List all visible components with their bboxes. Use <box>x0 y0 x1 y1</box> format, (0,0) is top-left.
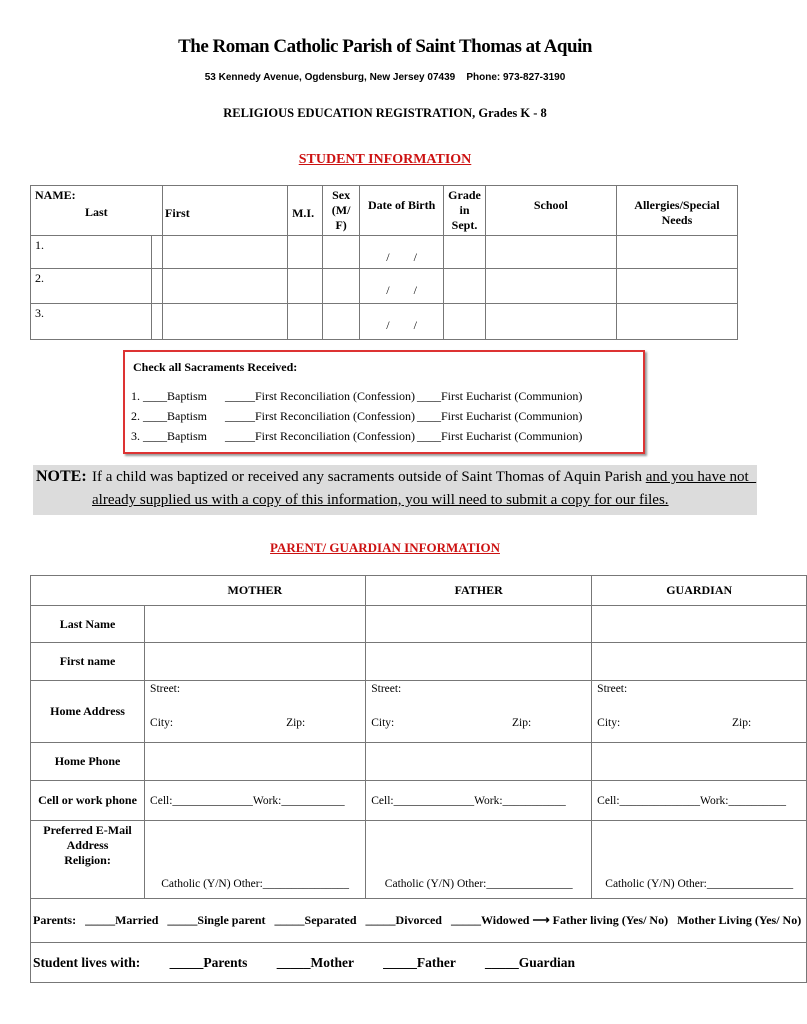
father-living[interactable]: Father living (Yes/ No) <box>552 913 669 927</box>
parents-label: Parents: <box>33 913 77 927</box>
mother-first-name[interactable] <box>145 643 366 681</box>
form-title: RELIGIOUS EDUCATION REGISTRATION, Grades K - 8 <box>223 106 547 120</box>
lives-with-label: Student lives with: <box>33 954 141 970</box>
first-name-label: First name <box>31 643 145 681</box>
parent-info-heading: PARENT/ GUARDIAN INFORMATION <box>270 540 500 555</box>
reconciliation-item[interactable]: _____First Reconciliation (Confession) <box>225 389 415 403</box>
sex-cell[interactable] <box>323 269 360 304</box>
guardian-home-phone[interactable] <box>592 743 807 781</box>
single-parent-option[interactable]: _____Single parent <box>167 913 266 927</box>
eucharist-column <box>417 386 582 446</box>
row-number: 1. <box>31 236 152 269</box>
grade-cell[interactable] <box>444 304 486 340</box>
separated-option[interactable]: _____Separated <box>274 913 357 927</box>
mother-last-name[interactable] <box>145 606 366 643</box>
guardian-first-name[interactable] <box>592 643 807 681</box>
grade-header: Grade in Sept. <box>444 186 486 236</box>
home-phone-label: Home Phone <box>31 743 145 781</box>
first-cell[interactable] <box>163 269 288 304</box>
dob-cell[interactable]: / / <box>360 236 444 269</box>
married-option[interactable]: _____Married <box>85 913 159 927</box>
eucharist-item[interactable]: ____First Eucharist (Communion) <box>417 429 583 443</box>
blank-header <box>31 576 145 606</box>
mi-header: M.I. <box>288 186 323 236</box>
parent-table <box>30 575 807 983</box>
lives-with-row <box>31 943 807 983</box>
last-cell[interactable] <box>152 269 163 304</box>
note-box <box>33 465 757 515</box>
mother-living[interactable]: Mother Living (Yes/ No) <box>677 913 802 927</box>
sex-header: Sex (M/ F) <box>323 186 360 236</box>
last-cell[interactable] <box>152 236 163 269</box>
guardian-religion[interactable]: Catholic (Y/N) Other:_______________ <box>592 821 807 899</box>
lives-parents-option[interactable]: _____Parents <box>169 954 248 970</box>
first-cell[interactable] <box>163 304 288 340</box>
sex-cell[interactable] <box>323 304 360 340</box>
school-cell[interactable] <box>485 304 616 340</box>
father-cell-work[interactable]: Cell:______________Work:___________ <box>366 781 592 821</box>
father-header: FATHER <box>366 576 592 606</box>
note-line-2: already supplied us with a copy of this information, you will need to submit a copy for our files. <box>92 492 669 508</box>
lives-guardian-option[interactable]: _____Guardian <box>485 954 576 970</box>
mother-cell-work[interactable]: Cell:______________Work:___________ <box>145 781 366 821</box>
guardian-header: GUARDIAN <box>592 576 807 606</box>
cell-phone-label: Cell or work phone <box>31 781 145 821</box>
school-cell[interactable] <box>485 236 616 269</box>
mother-address[interactable]: Street: City: Zip: <box>145 681 366 743</box>
guardian-address[interactable]: Street: City: Zip: <box>592 681 807 743</box>
first-cell[interactable] <box>163 236 288 269</box>
parish-title: The Roman Catholic Parish of Saint Thomas at Aquin <box>178 36 592 57</box>
student-row <box>31 304 738 340</box>
note-label: NOTE: <box>36 468 87 485</box>
lives-father-option[interactable]: _____Father <box>383 954 456 970</box>
father-first-name[interactable] <box>366 643 592 681</box>
father-address[interactable]: Street: City: Zip: <box>366 681 592 743</box>
guardian-cell-work[interactable]: Cell:______________Work:__________ <box>592 781 807 821</box>
dob-cell[interactable]: / / <box>360 304 444 340</box>
baptism-item[interactable]: 1. ____Baptism <box>131 389 208 403</box>
widowed-option[interactable]: _____Widowed <box>450 913 530 927</box>
school-cell[interactable] <box>485 269 616 304</box>
last-name-label: Last Name <box>31 606 145 643</box>
mi-cell[interactable] <box>288 269 323 304</box>
mother-religion[interactable]: Catholic (Y/N) Other:_______________ <box>145 821 366 899</box>
first-header: First <box>163 186 288 236</box>
last-cell[interactable] <box>152 304 163 340</box>
mother-header: MOTHER <box>145 576 366 606</box>
note-line-1: If a child was baptized or received any sacraments outside of Saint Thomas of Aquin Parish and you have not <box>92 469 757 485</box>
student-row <box>31 269 738 304</box>
eucharist-item[interactable]: ____First Eucharist (Communion) <box>417 409 583 423</box>
home-address-label: Home Address <box>31 681 145 743</box>
student-info-heading: STUDENT INFORMATION <box>298 152 472 167</box>
guardian-last-name[interactable] <box>592 606 807 643</box>
mother-home-phone[interactable] <box>145 743 366 781</box>
baptism-item[interactable]: 2. ____Baptism <box>131 409 208 423</box>
dob-cell[interactable]: / / <box>360 269 444 304</box>
reconciliation-column <box>225 386 415 446</box>
father-last-name[interactable] <box>366 606 592 643</box>
parents-status-row <box>31 899 807 943</box>
father-home-phone[interactable] <box>366 743 592 781</box>
dob-header: Date of Birth <box>360 186 444 236</box>
name-header: NAME: Last <box>31 186 163 236</box>
baptism-item[interactable]: 3. ____Baptism <box>131 429 208 443</box>
mi-cell[interactable] <box>288 236 323 269</box>
allergies-header: Allergies/Special Needs <box>616 186 737 236</box>
school-header: School <box>485 186 616 236</box>
reconciliation-item[interactable]: _____First Reconciliation (Confession) <box>225 429 415 443</box>
arrow-right-icon: ⟶ <box>532 913 550 927</box>
divorced-option[interactable]: _____Divorced <box>365 913 442 927</box>
student-table <box>30 185 738 340</box>
eucharist-item[interactable]: ____First Eucharist (Communion) <box>417 389 583 403</box>
allergies-cell[interactable] <box>616 304 737 340</box>
reconciliation-item[interactable]: _____First Reconciliation (Confession) <box>225 409 415 423</box>
lives-mother-option[interactable]: _____Mother <box>276 954 354 970</box>
row-number: 2. <box>31 269 152 304</box>
father-religion[interactable]: Catholic (Y/N) Other:_______________ <box>366 821 592 899</box>
grade-cell[interactable] <box>444 269 486 304</box>
sacraments-box <box>123 350 645 454</box>
allergies-cell[interactable] <box>616 236 737 269</box>
email-religion-label: Preferred E-Mail Address Religion: <box>31 821 145 899</box>
student-row <box>31 236 738 269</box>
allergies-cell[interactable] <box>616 269 737 304</box>
sex-cell[interactable] <box>323 236 360 269</box>
grade-cell[interactable] <box>444 236 486 269</box>
baptism-column <box>131 386 207 446</box>
mi-cell[interactable] <box>288 304 323 340</box>
parish-address: 53 Kennedy Avenue, Ogdensburg, New Jersey 07439 Phone: 973-827-3190 <box>204 72 566 83</box>
row-number: 3. <box>31 304 152 340</box>
sacraments-heading: Check all Sacraments Received: <box>133 360 298 374</box>
